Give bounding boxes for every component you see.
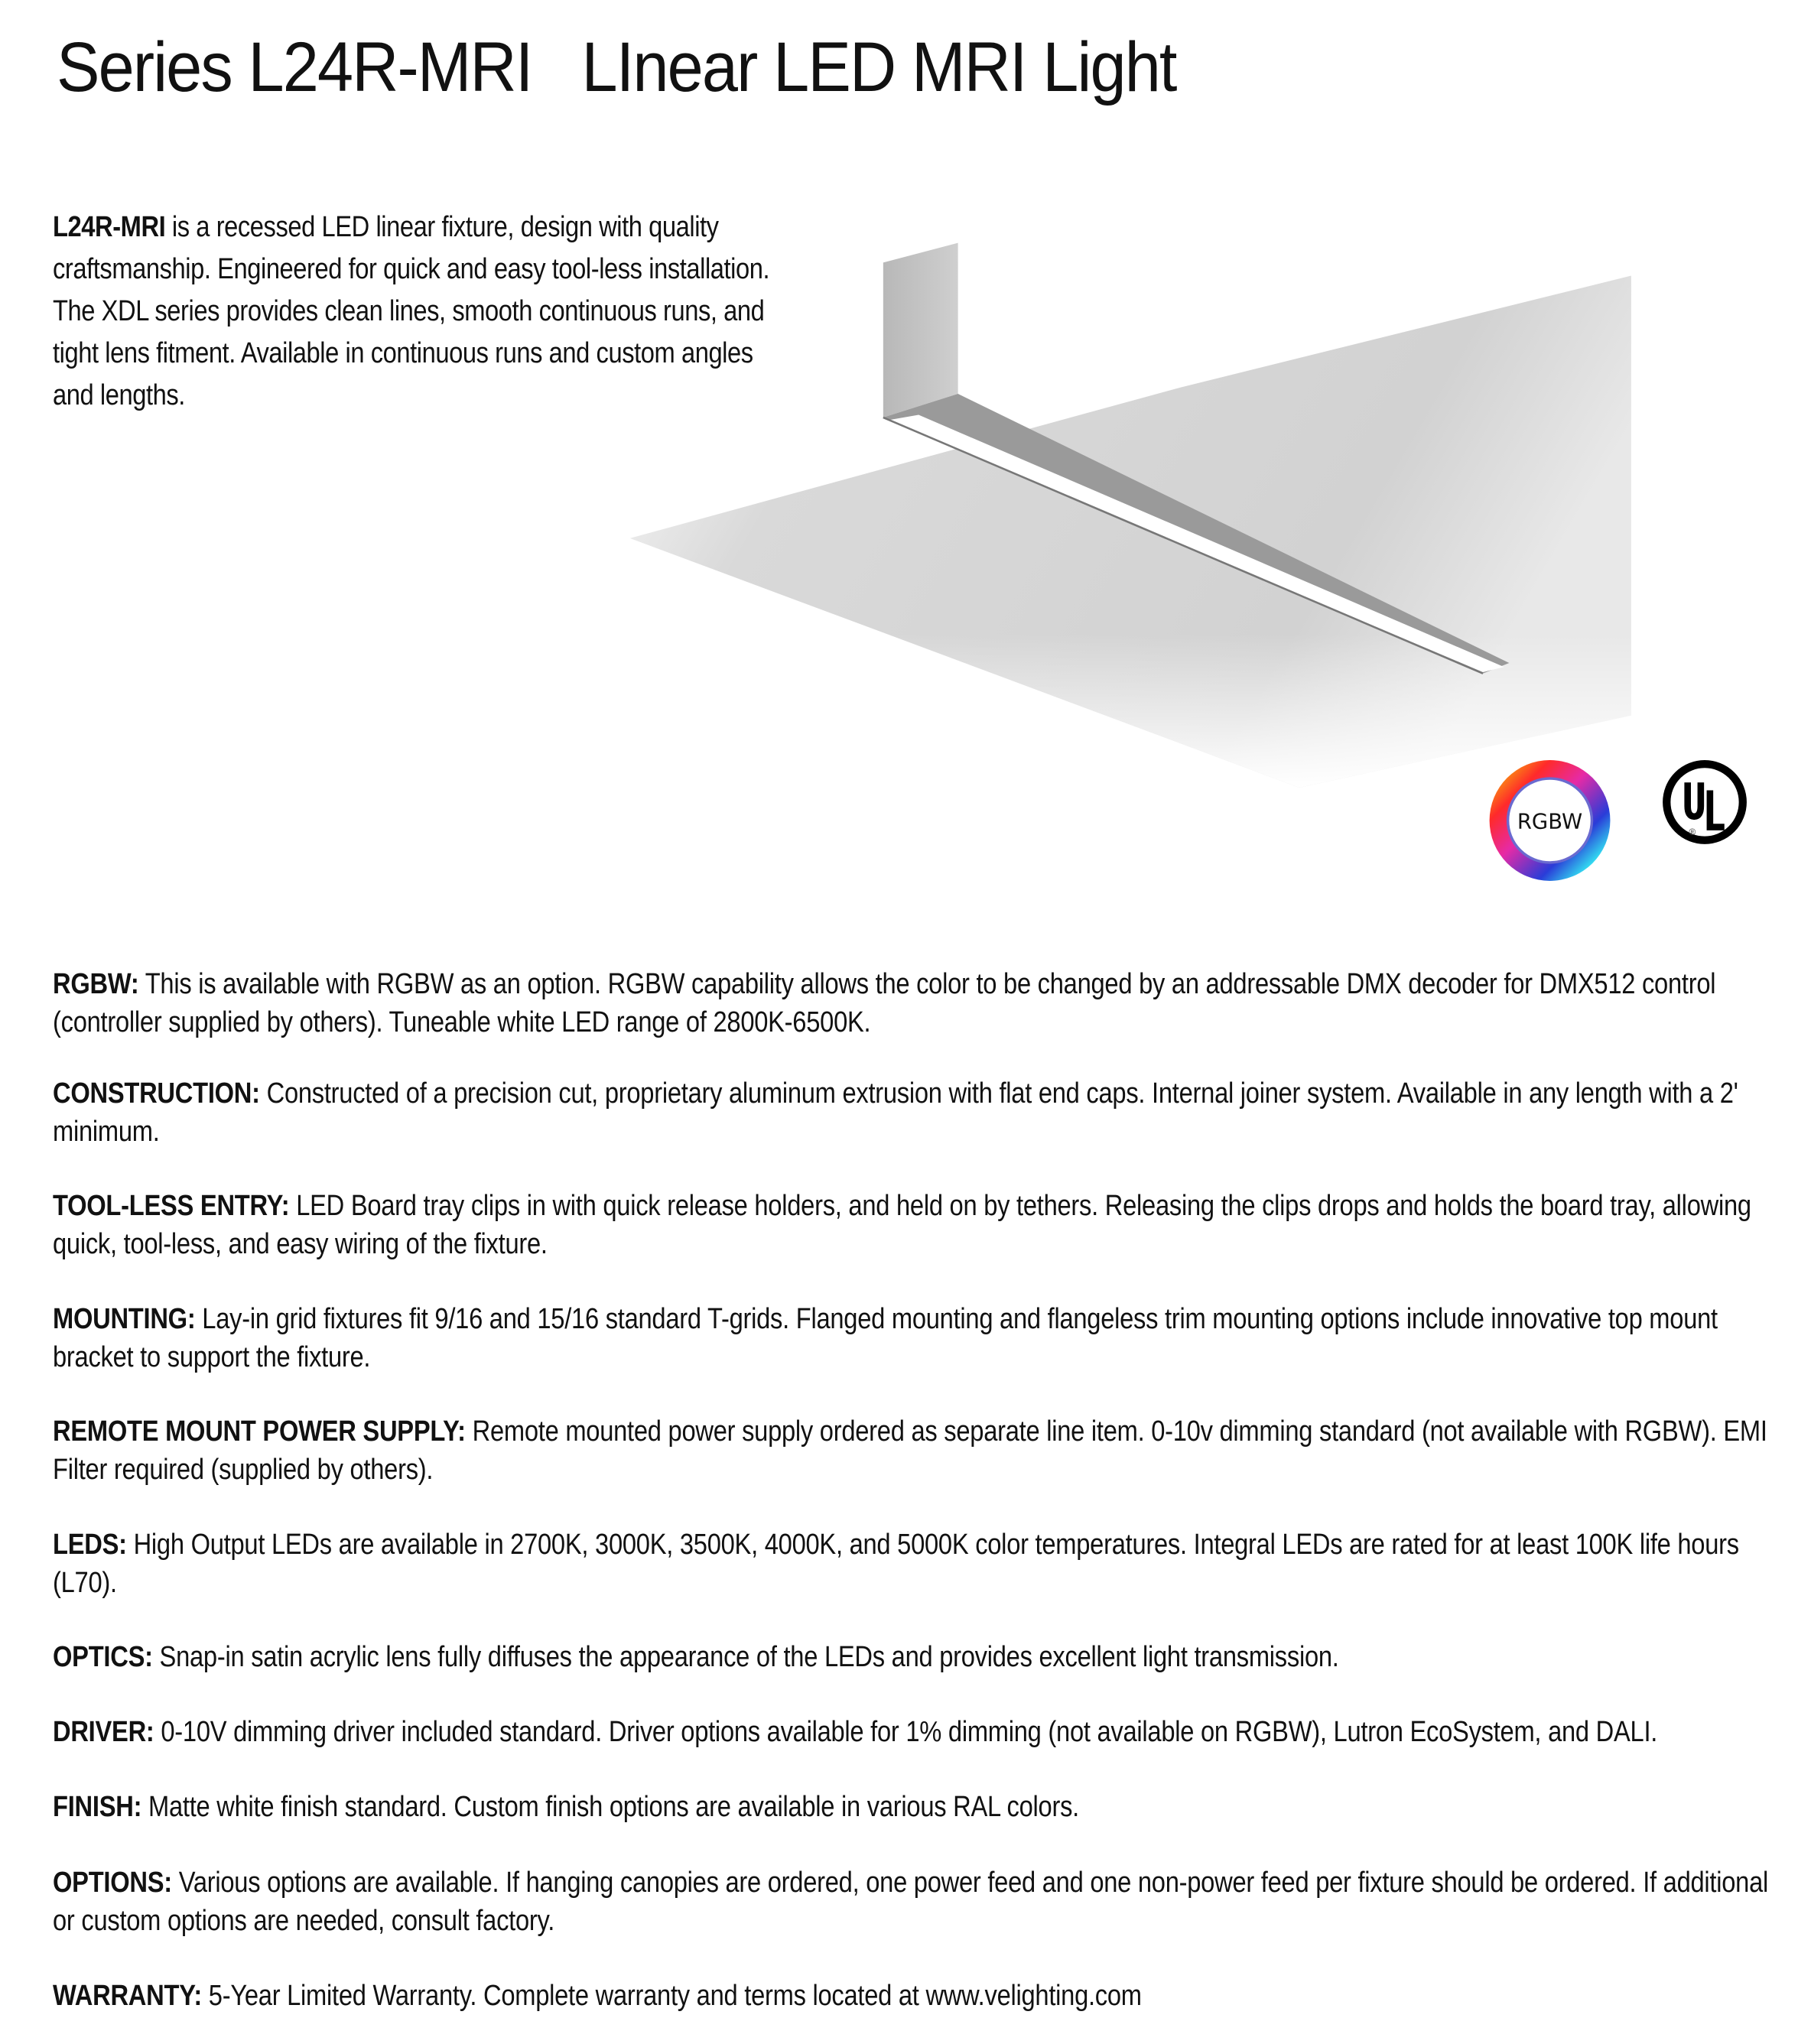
spec-finish bbox=[53, 1788, 1776, 1826]
spec-remote-power-supply bbox=[53, 1412, 1776, 1489]
ul-logo bbox=[1666, 764, 1743, 840]
spec-text: Remote mounted power supply ordered as separate line item. 0-10v dimming standard (not available with RGBW). EMI Filter required (supplied by others). bbox=[53, 1415, 1767, 1486]
spec-text: Lay-in grid fixtures fit 9/16 and 15/16 standard T-grids. Flanged mounting and flangeless trim mounting options include innovative top mount bracket to support the fixture. bbox=[53, 1303, 1718, 1373]
spec-leds bbox=[53, 1526, 1776, 1602]
spec-label: RGBW: bbox=[53, 968, 139, 1000]
spec-mounting bbox=[53, 1300, 1776, 1376]
rgbw-badge bbox=[1490, 760, 1611, 881]
page-title: Series L24R-MRI LInear LED MRI Light bbox=[57, 28, 1176, 106]
spec-label: OPTICS: bbox=[53, 1641, 153, 1673]
spec-label: MOUNTING: bbox=[53, 1303, 196, 1335]
spec-text: Various options are available. If hanging canopies are ordered, one power feed and one non-power feed per fixture should be ordered. If additional or custom options are needed, consult factory. bbox=[53, 1867, 1769, 1937]
intro-text: is a recessed LED linear fixture, design with quality craftsmanship. Engineered for quick and easy tool-less installation. The XDL series provides clean lines, smooth continuous runs, and tight lens fitment. Available in continuous runs and custom angles and lengths. bbox=[53, 211, 770, 411]
rgbw-badge-label: RGBW bbox=[1517, 810, 1583, 834]
spec-label: OPTIONS: bbox=[53, 1867, 172, 1899]
spec-construction bbox=[53, 1074, 1776, 1151]
spec-label: DRIVER: bbox=[53, 1716, 154, 1748]
intro-model: L24R-MRI bbox=[53, 211, 166, 243]
spec-text: LED Board tray clips in with quick release holders, and held on by tethers. Releasing the clips drops and holds the board tray, allowing quick, tool-less, and easy wiring of the fixture. bbox=[53, 1190, 1751, 1260]
ul-letter-u-shape bbox=[1688, 782, 1701, 817]
spec-label: CONSTRUCTION: bbox=[53, 1077, 260, 1110]
intro-paragraph bbox=[53, 206, 789, 417]
spec-text: High Output LEDs are available in 2700K, 3000K, 3500K, 4000K, and 5000K color temperatures. Integral LEDs are rated for at least 100K life hours (L70). bbox=[53, 1529, 1739, 1599]
spec-label: LEDS: bbox=[53, 1529, 127, 1561]
spec-text: Matte white finish standard. Custom finish options are available in various RAL colors. bbox=[141, 1791, 1080, 1823]
spec-options bbox=[53, 1864, 1776, 1940]
spec-driver bbox=[53, 1713, 1776, 1751]
ul-registered-mark: ® bbox=[1689, 826, 1696, 837]
spec-tool-less-entry bbox=[53, 1187, 1776, 1263]
spec-optics bbox=[53, 1638, 1776, 1676]
spec-text: 0-10V dimming driver included standard. Driver options available for 1% dimming (not available on RGBW), Lutron EcoSystem, and DALI. bbox=[154, 1716, 1658, 1748]
spec-warranty bbox=[53, 1977, 1776, 2015]
spec-label: WARRANTY: bbox=[53, 1980, 202, 2012]
spec-label: FINISH: bbox=[53, 1791, 142, 1823]
spec-text: This is available with RGBW as an option. RGBW capability allows the color to be changed by an addressable DMX decoder for DMX512 control (controller supplied by others). Tuneable white LED range of 2800K-6500K. bbox=[53, 968, 1716, 1038]
spec-text: Constructed of a precision cut, proprietary aluminum extrusion with flat end caps. Internal joiner system. Available in any length with a 2' minimum. bbox=[53, 1077, 1738, 1148]
spec-label: TOOL-LESS ENTRY: bbox=[53, 1190, 290, 1222]
ul-letter-l-shape bbox=[1710, 790, 1725, 827]
spec-text: 5-Year Limited Warranty. Complete warranty and terms located at www.velighting.com bbox=[201, 1980, 1142, 2012]
spec-rgbw bbox=[53, 965, 1776, 1041]
spec-label: REMOTE MOUNT POWER SUPPLY: bbox=[53, 1415, 466, 1448]
spec-text: Snap-in satin acrylic lens fully diffuses the appearance of the LEDs and provides excellent light transmission. bbox=[152, 1641, 1339, 1673]
